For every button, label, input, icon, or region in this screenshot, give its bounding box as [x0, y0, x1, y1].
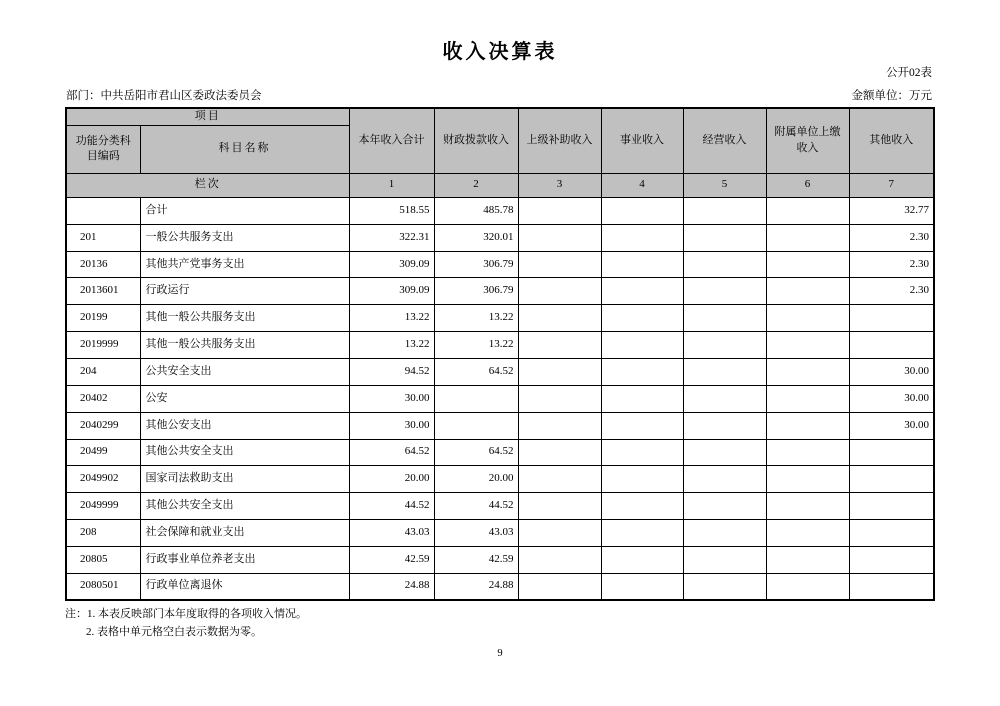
- cell-function-code: 201: [66, 224, 140, 251]
- page-number: 9: [497, 648, 503, 659]
- table-row: [66, 197, 934, 224]
- cell-value: 306.79: [434, 278, 518, 305]
- header-subject-name: [140, 125, 349, 173]
- table-row: [66, 439, 934, 466]
- table-header: [66, 108, 934, 197]
- header-lanci-label: 栏次: [194, 178, 221, 191]
- cell-value: [683, 412, 766, 439]
- header-col-operating-income: 经营收入: [683, 108, 766, 173]
- cell-subject-name: 其他一般公共服务支出: [140, 305, 349, 332]
- cell-function-code: 204: [66, 359, 140, 386]
- cell-value: 30.00: [849, 385, 934, 412]
- cell-value: [601, 224, 683, 251]
- header-row-lanci: [66, 173, 934, 197]
- cell-function-code: 208: [66, 520, 140, 547]
- cell-value: [601, 359, 683, 386]
- cell-subject-name: 公安: [140, 385, 349, 412]
- cell-value: 320.01: [434, 224, 518, 251]
- cell-value: 2.30: [849, 224, 934, 251]
- cell-value: 43.03: [434, 520, 518, 547]
- cell-subject-name: 其他公共安全支出: [140, 493, 349, 520]
- cell-value: [518, 197, 601, 224]
- cell-value: [518, 278, 601, 305]
- cell-value: 30.00: [849, 412, 934, 439]
- header-col-other-income: 其他收入: [849, 108, 934, 173]
- cell-value: [518, 546, 601, 573]
- header-col-total-income: 本年收入合计: [349, 108, 434, 173]
- header-colnum-3: 3: [518, 173, 601, 197]
- cell-value: 309.09: [349, 251, 434, 278]
- cell-value: 64.52: [434, 359, 518, 386]
- cell-value: 20.00: [434, 466, 518, 493]
- cell-value: [766, 493, 849, 520]
- cell-value: [849, 573, 934, 600]
- cell-value: [518, 332, 601, 359]
- header-function-code: 功能分类科目编码: [66, 125, 140, 173]
- cell-subject-name: 行政单位离退休: [140, 573, 349, 600]
- cell-value: [683, 466, 766, 493]
- cell-value: 42.59: [434, 546, 518, 573]
- cell-value: [766, 305, 849, 332]
- header-project: [66, 108, 349, 125]
- cell-value: [518, 305, 601, 332]
- cell-value: [518, 385, 601, 412]
- cell-value: [683, 520, 766, 547]
- cell-function-code: 2049902: [66, 466, 140, 493]
- cell-value: [766, 224, 849, 251]
- cell-value: [601, 546, 683, 573]
- cell-value: [601, 332, 683, 359]
- cell-value: [601, 412, 683, 439]
- cell-value: [849, 305, 934, 332]
- cell-value: [434, 385, 518, 412]
- cell-value: 322.31: [349, 224, 434, 251]
- cell-subject-name: 行政事业单位养老支出: [140, 546, 349, 573]
- cell-function-code: 20136: [66, 251, 140, 278]
- cell-value: [518, 439, 601, 466]
- cell-value: [518, 520, 601, 547]
- cell-value: [849, 439, 934, 466]
- cell-value: [518, 412, 601, 439]
- cell-value: [683, 278, 766, 305]
- cell-value: [766, 546, 849, 573]
- cell-value: 43.03: [349, 520, 434, 547]
- department-label: 部门：中共岳阳市君山区委政法委员会: [66, 90, 262, 102]
- footnotes: [65, 605, 307, 641]
- table-row: [66, 332, 934, 359]
- cell-value: [766, 332, 849, 359]
- cell-value: [683, 359, 766, 386]
- cell-subject-name: 行政运行: [140, 278, 349, 305]
- cell-value: 30.00: [349, 412, 434, 439]
- cell-value: [766, 197, 849, 224]
- cell-value: [601, 573, 683, 600]
- cell-value: 44.52: [434, 493, 518, 520]
- header-lanci: [66, 173, 349, 197]
- cell-value: 44.52: [349, 493, 434, 520]
- header-colnum-7: 7: [849, 173, 934, 197]
- cell-value: [518, 224, 601, 251]
- cell-value: [601, 278, 683, 305]
- cell-subject-name: 一般公共服务支出: [140, 224, 349, 251]
- header-col-affiliate-remittance: 附属单位上缴收入: [766, 108, 849, 173]
- header-colnum-2: 2: [434, 173, 518, 197]
- cell-value: 13.22: [434, 305, 518, 332]
- cell-value: [601, 520, 683, 547]
- table-row: [66, 224, 934, 251]
- cell-value: [683, 305, 766, 332]
- cell-value: [683, 385, 766, 412]
- cell-function-code: 2013601: [66, 278, 140, 305]
- cell-value: 2.30: [849, 278, 934, 305]
- cell-value: [849, 520, 934, 547]
- cell-value: 309.09: [349, 278, 434, 305]
- meta-row: [66, 87, 932, 103]
- cell-function-code: 2080501: [66, 573, 140, 600]
- cell-value: [683, 573, 766, 600]
- header-colnum-5: 5: [683, 173, 766, 197]
- cell-value: [683, 493, 766, 520]
- cell-function-code: 2040299: [66, 412, 140, 439]
- footnote-2: 2. 表格中单元格空白表示数据为零。: [86, 626, 262, 639]
- cell-value: [683, 546, 766, 573]
- cell-function-code: 20402: [66, 385, 140, 412]
- header-subject-name-label: 科目名称: [218, 142, 271, 155]
- cell-value: 485.78: [434, 197, 518, 224]
- cell-value: [683, 251, 766, 278]
- cell-value: [849, 493, 934, 520]
- cell-value: [601, 466, 683, 493]
- cell-value: 518.55: [349, 197, 434, 224]
- page-title: 收入决算表: [442, 41, 558, 63]
- cell-subject-name: 合计: [140, 197, 349, 224]
- header-colnum-1: 1: [349, 173, 434, 197]
- cell-subject-name: 社会保障和就业支出: [140, 520, 349, 547]
- cell-value: [518, 251, 601, 278]
- table-row: [66, 493, 934, 520]
- cell-value: 30.00: [849, 359, 934, 386]
- table-row: [66, 573, 934, 600]
- cell-value: [766, 359, 849, 386]
- header-col-fiscal-appropriation: 财政拨款收入: [434, 108, 518, 173]
- cell-value: 13.22: [434, 332, 518, 359]
- cell-subject-name: 其他共产党事务支出: [140, 251, 349, 278]
- cell-value: [601, 251, 683, 278]
- cell-function-code: [66, 197, 140, 224]
- header-project-label: 项目: [194, 110, 221, 122]
- cell-value: [683, 224, 766, 251]
- cell-value: [766, 251, 849, 278]
- cell-value: 42.59: [349, 546, 434, 573]
- header-col-institutional-income: 事业收入: [601, 108, 683, 173]
- table-row: [66, 520, 934, 547]
- cell-value: 94.52: [349, 359, 434, 386]
- income-table: [65, 107, 935, 601]
- cell-subject-name: 其他公安支出: [140, 412, 349, 439]
- cell-subject-name: 公共安全支出: [140, 359, 349, 386]
- cell-value: [601, 493, 683, 520]
- cell-value: 306.79: [434, 251, 518, 278]
- cell-value: 13.22: [349, 332, 434, 359]
- table-row: [66, 251, 934, 278]
- cell-value: 24.88: [434, 573, 518, 600]
- header-colnum-6: 6: [766, 173, 849, 197]
- cell-value: 30.00: [349, 385, 434, 412]
- cell-value: [849, 466, 934, 493]
- cell-value: 64.52: [434, 439, 518, 466]
- cell-value: [518, 466, 601, 493]
- table-row: [66, 412, 934, 439]
- table-body: [66, 197, 934, 600]
- table-row: [66, 359, 934, 386]
- cell-value: 2.30: [849, 251, 934, 278]
- cell-value: [601, 197, 683, 224]
- cell-function-code: 20805: [66, 546, 140, 573]
- cell-subject-name: 其他一般公共服务支出: [140, 332, 349, 359]
- cell-value: [766, 520, 849, 547]
- cell-value: [683, 439, 766, 466]
- cell-value: [766, 466, 849, 493]
- cell-function-code: 2019999: [66, 332, 140, 359]
- footnote-1: 注：1. 本表反映部门本年度取得的各项收入情况。: [65, 608, 307, 620]
- table-row: [66, 305, 934, 332]
- cell-value: [766, 573, 849, 600]
- cell-value: [518, 493, 601, 520]
- cell-value: [849, 546, 934, 573]
- cell-function-code: 2049999: [66, 493, 140, 520]
- table-row: [66, 546, 934, 573]
- cell-value: [518, 359, 601, 386]
- public-table-code: 公开02表: [886, 67, 932, 79]
- header-col-superior-subsidy: 上级补助收入: [518, 108, 601, 173]
- cell-value: [849, 332, 934, 359]
- cell-value: 24.88: [349, 573, 434, 600]
- cell-value: 20.00: [349, 466, 434, 493]
- header-colnum-4: 4: [601, 173, 683, 197]
- cell-value: [683, 332, 766, 359]
- header-row-project: [66, 108, 934, 125]
- cell-value: [766, 278, 849, 305]
- table-row: [66, 466, 934, 493]
- cell-value: [601, 385, 683, 412]
- cell-value: [601, 305, 683, 332]
- cell-value: [766, 439, 849, 466]
- cell-subject-name: 国家司法救助支出: [140, 466, 349, 493]
- table-row: [66, 385, 934, 412]
- cell-subject-name: 其他公共安全支出: [140, 439, 349, 466]
- cell-value: 32.77: [849, 197, 934, 224]
- cell-value: [601, 439, 683, 466]
- cell-value: [434, 412, 518, 439]
- cell-function-code: 20199: [66, 305, 140, 332]
- cell-value: [766, 412, 849, 439]
- table-row: [66, 278, 934, 305]
- cell-function-code: 20499: [66, 439, 140, 466]
- cell-value: [518, 573, 601, 600]
- cell-value: [683, 197, 766, 224]
- cell-value: [766, 385, 849, 412]
- cell-value: 13.22: [349, 305, 434, 332]
- cell-value: 64.52: [349, 439, 434, 466]
- unit-label: 金额单位：万元: [851, 90, 932, 102]
